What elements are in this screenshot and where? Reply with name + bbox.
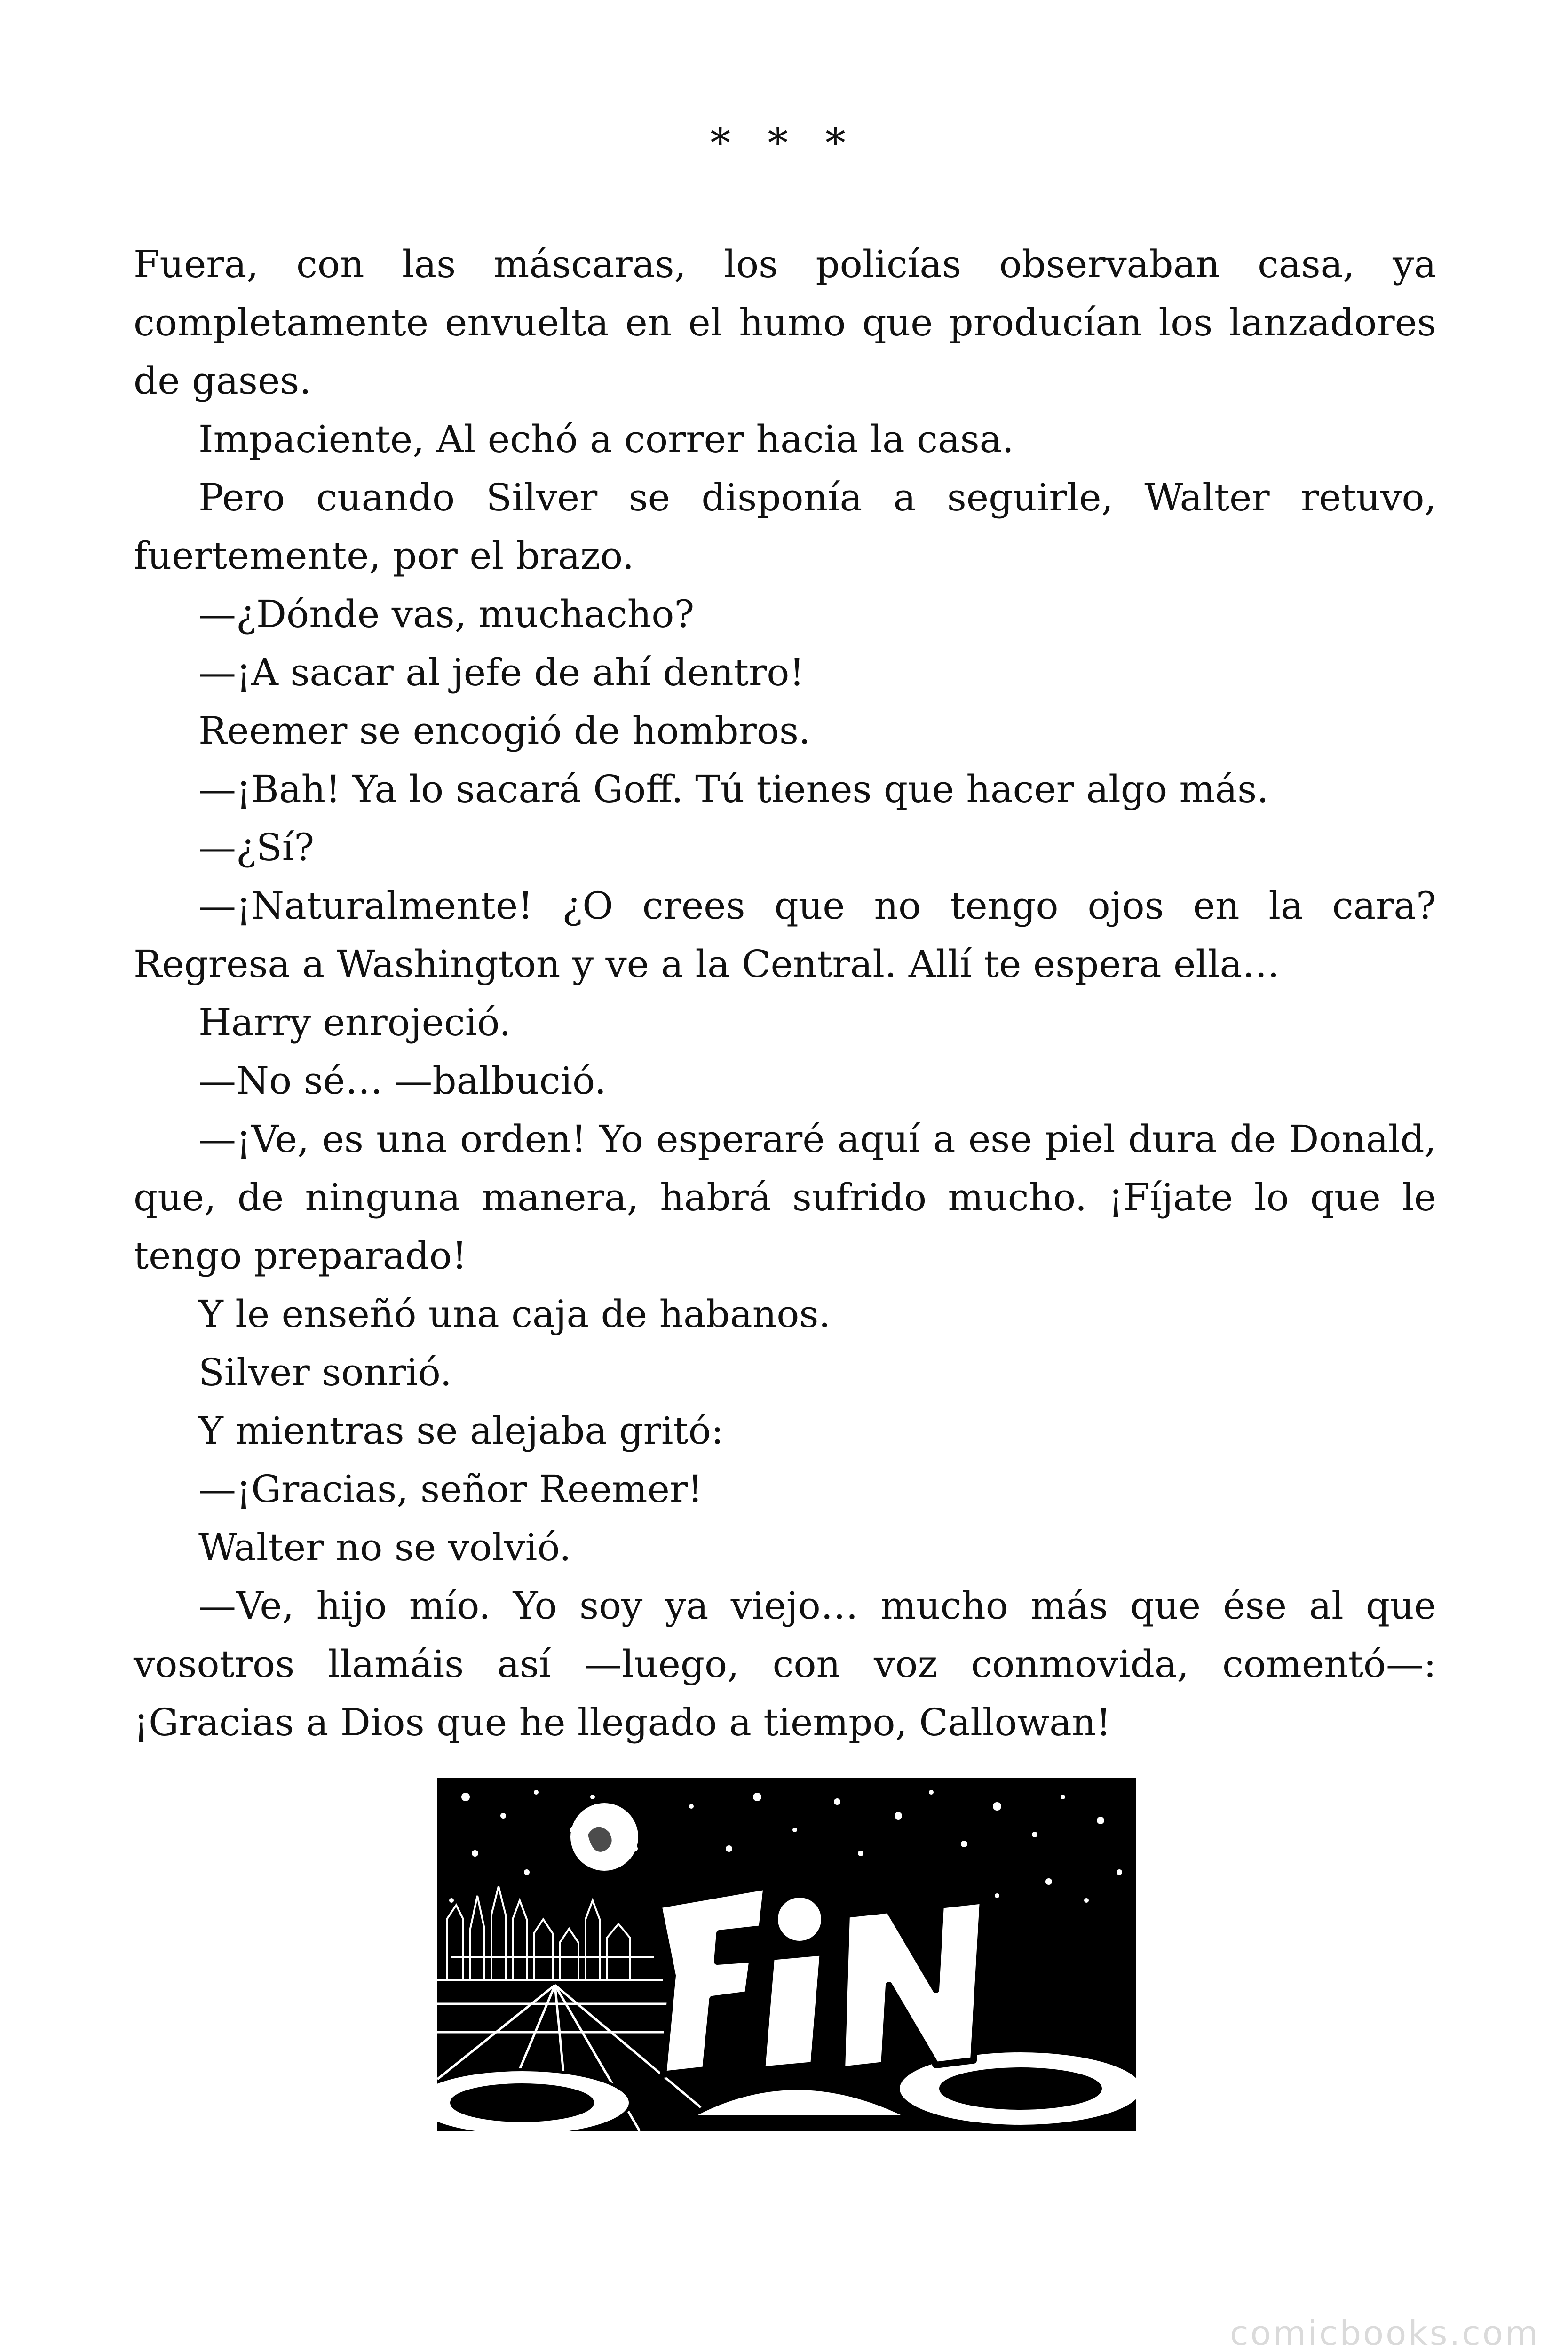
paragraph: Silver sonrió. bbox=[198, 1351, 452, 1394]
dialogue-line: —Ve, hijo mío. Yo soy ya viejo… mucho más que ése al que vosotros llamáis así —luego, con voz conmovida, comentó—: ¡Gracias a Dios que he llegado a tiempo, Callowan! bbox=[134, 1584, 1436, 1744]
paragraph: Impaciente, Al echó a correr hacia la casa. bbox=[198, 417, 1014, 461]
dialogue-line: —¡Naturalmente! ¿O crees que no tengo ojos en la cara? Regresa a Washington y ve a la Central. Allí te espera ella… bbox=[134, 884, 1436, 986]
watermark: comicbooks.com bbox=[1229, 2313, 1540, 2352]
paragraph: Fuera, con las máscaras, los policías observaban casa, ya completamente envuelta en el humo que producían los lanzadores de gases. bbox=[134, 242, 1436, 403]
dialogue-line: —¿Sí? bbox=[198, 826, 315, 869]
fin-illustration bbox=[437, 1778, 1136, 2131]
dialogue-line: —¡A sacar al jefe de ahí dentro! bbox=[198, 651, 805, 694]
dialogue-line: —¡Bah! Ya lo sacará Goff. Tú tienes que hacer algo más. bbox=[198, 767, 1269, 811]
paragraph: Walter no se volvió. bbox=[198, 1526, 571, 1569]
dialogue-line: —¡Gracias, señor Reemer! bbox=[198, 1467, 703, 1511]
body-text bbox=[134, 235, 1436, 1752]
paragraph: Harry enrojeció. bbox=[198, 1001, 511, 1044]
dialogue-line: —¿Dónde vas, muchacho? bbox=[198, 592, 695, 636]
paragraph: Pero cuando Silver se disponía a seguirle, Walter retuvo, fuertemente, por el brazo. bbox=[134, 476, 1436, 578]
dialogue-line: —No sé… —balbució. bbox=[198, 1059, 607, 1103]
fin-illustration-icon bbox=[437, 1778, 1136, 2131]
dialogue-line: —¡Ve, es una orden! Yo esperaré aquí a ese piel dura de Donald, que, de ninguna manera, habrá sufrido mucho. ¡Fíjate lo que le tengo preparado! bbox=[134, 1117, 1436, 1278]
section-separator: * * * bbox=[710, 120, 858, 167]
paragraph: Y le enseñó una caja de habanos. bbox=[198, 1292, 831, 1336]
paragraph: Reemer se encogió de hombros. bbox=[198, 709, 811, 753]
paragraph: Y mientras se alejaba gritó: bbox=[198, 1409, 724, 1453]
